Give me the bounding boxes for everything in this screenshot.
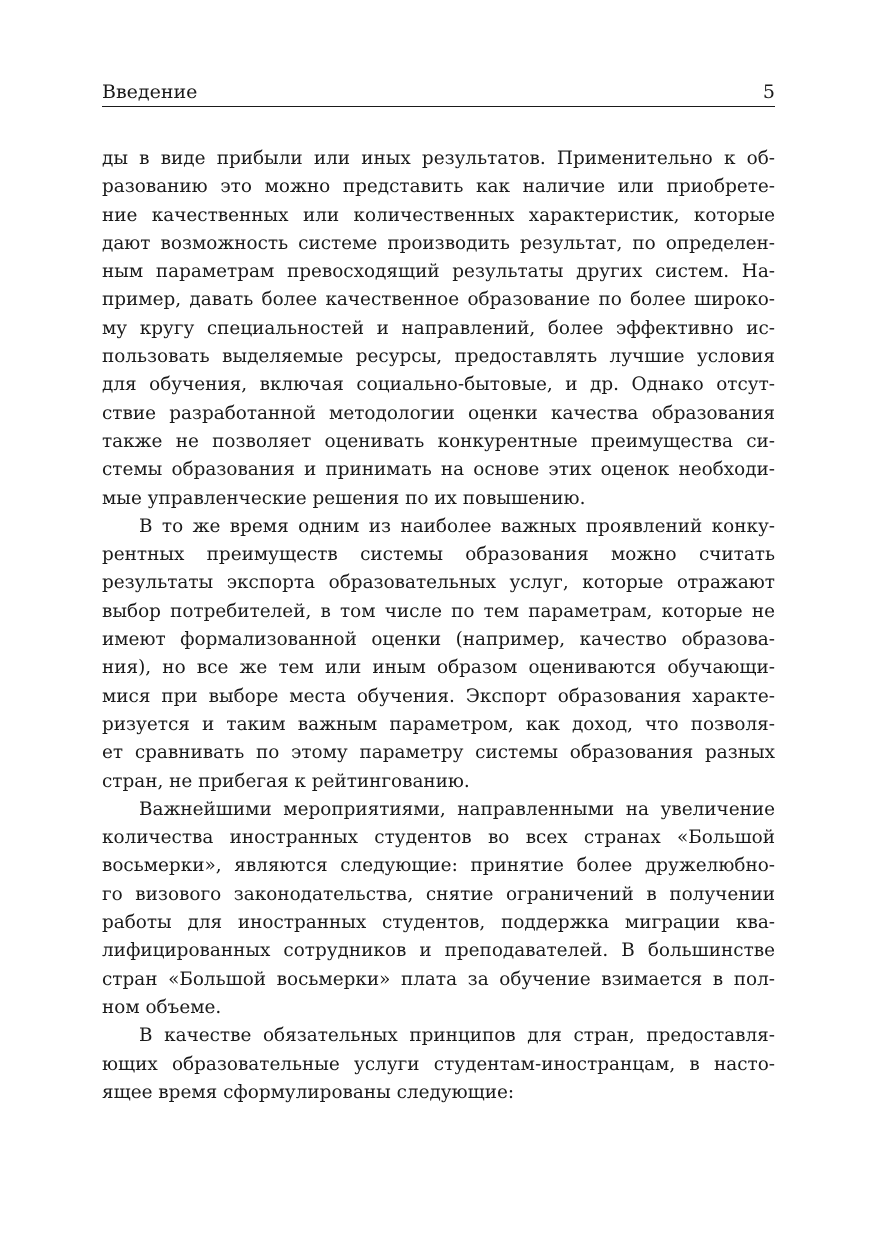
text-line: мися при выборе места обучения. Экспорт образования характе- bbox=[102, 685, 775, 707]
text-line: стемы образования и принимать на основе этих оценок необходи- bbox=[102, 459, 775, 481]
text-line: мые управленческие решения по их повышению. bbox=[102, 487, 586, 509]
body-text bbox=[102, 145, 775, 1107]
text-line: ном объеме. bbox=[102, 996, 222, 1018]
paragraph bbox=[102, 145, 775, 513]
text-line: количества иностранных студентов во всех странах «Большой bbox=[102, 827, 775, 849]
text-line: В то же время одним из наиболее важных проявлений конку- bbox=[139, 515, 775, 537]
text-line: В качестве обязательных принципов для стран, предоставля- bbox=[139, 1025, 775, 1047]
paragraph bbox=[102, 796, 775, 1022]
text-line: пользовать выделяемые ресурсы, предоставлять лучшие условия bbox=[102, 346, 775, 368]
text-line: пример, давать более качественное образование по более широко- bbox=[102, 289, 775, 311]
text-line: му кругу специальностей и направлений, более эффективно ис- bbox=[102, 317, 775, 339]
page bbox=[102, 78, 775, 1107]
text-line: го визового законодательства, снятие ограничений в получении bbox=[102, 883, 775, 905]
text-line: ствие разработанной методологии оценки качества образования bbox=[102, 402, 775, 424]
text-line: стран «Большой восьмерки» плата за обучение взимается в пол- bbox=[102, 968, 775, 990]
text-line: лифицированных сотрудников и преподавателей. В большинстве bbox=[102, 940, 775, 962]
running-header bbox=[102, 78, 775, 107]
text-line: ние качественных или количественных характеристик, которые bbox=[102, 204, 775, 226]
text-line: Важнейшими мероприятиями, направленными на увеличение bbox=[139, 798, 775, 820]
text-line: ризуется и таким важным параметром, как доход, что позволя- bbox=[102, 713, 775, 735]
text-line: ющих образовательные услуги студентам-иностранцам, в насто- bbox=[102, 1053, 775, 1075]
text-line: также не позволяет оценивать конкурентные преимущества си- bbox=[102, 430, 775, 452]
text-line: работы для иностранных студентов, поддержка миграции ква- bbox=[102, 912, 775, 934]
text-line: ния), но все же тем или иным образом оцениваются обучающи- bbox=[102, 657, 775, 679]
text-line: рентных преимуществ системы образования можно считать bbox=[102, 544, 775, 566]
text-line: ящее время сформулированы следующие: bbox=[102, 1081, 515, 1103]
text-line: ет сравнивать по этому параметру системы образования разных bbox=[102, 742, 775, 764]
text-line: дают возможность системе производить результат, по определен- bbox=[102, 232, 775, 254]
text-line: восьмерки», являются следующие: принятие более дружелюбно- bbox=[102, 855, 775, 877]
text-line: разованию это можно представить как наличие или приобрете- bbox=[102, 176, 775, 198]
text-line: стран, не прибегая к рейтингованию. bbox=[102, 770, 470, 792]
paragraph bbox=[102, 1022, 775, 1107]
page-number: 5 bbox=[762, 81, 775, 103]
text-line: ды в виде прибыли или иных результатов. Применительно к об- bbox=[102, 148, 775, 169]
text-line: ным параметрам превосходящий результаты других систем. На- bbox=[102, 261, 775, 283]
text-line: результаты экспорта образовательных услуг, которые отражают bbox=[102, 572, 775, 594]
chapter-title: Введение bbox=[102, 81, 198, 103]
paragraph bbox=[102, 513, 775, 796]
text-line: для обучения, включая социально-бытовые, и др. Однако отсут- bbox=[102, 374, 775, 396]
text-line: выбор потребителей, в том числе по тем параметрам, которые не bbox=[102, 600, 775, 622]
text-line: имеют формализованной оценки (например, качество образова- bbox=[102, 629, 775, 651]
